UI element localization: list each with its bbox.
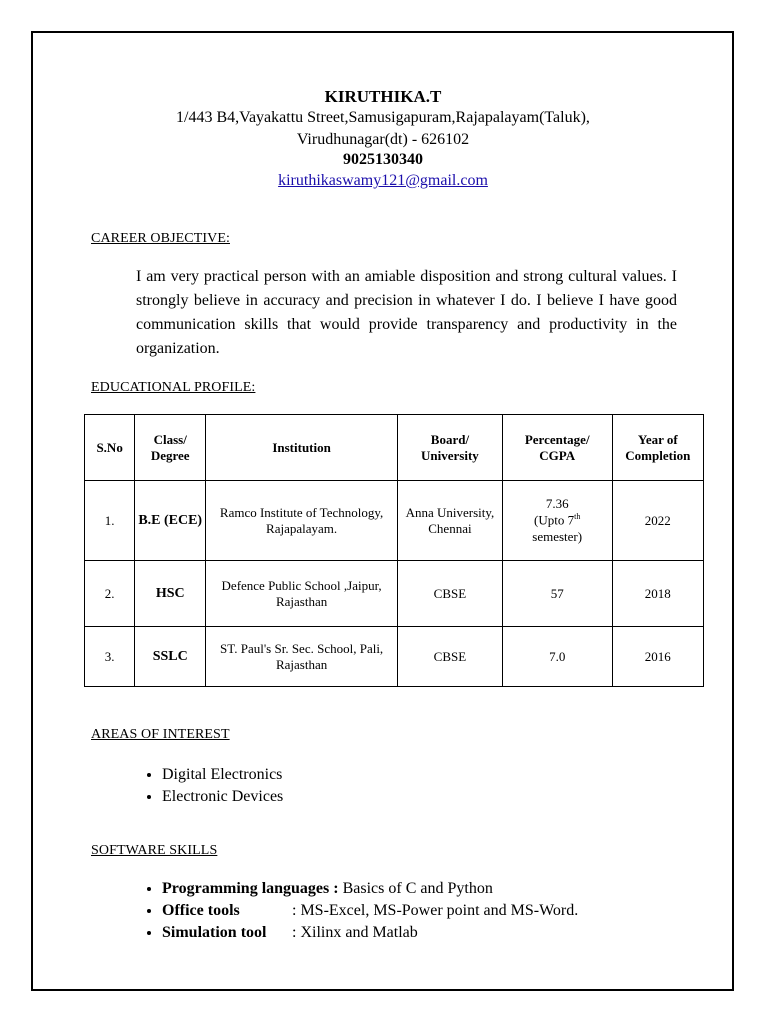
email-link[interactable]: kiruthikaswamy121@gmail.com (278, 172, 488, 189)
cell-institution: Ramco Institute of Technology, Rajapalayam. (206, 481, 398, 561)
table-header-row (85, 415, 704, 481)
career-objective-heading: CAREER OBJECTIVE: (91, 231, 230, 246)
areas-of-interest-list (138, 764, 283, 808)
list-item (162, 878, 578, 900)
score-note (506, 512, 609, 528)
cell-sno: 3. (85, 627, 135, 687)
software-skills-heading: SOFTWARE SKILLS (91, 843, 218, 858)
cell-institution: Defence Public School ,Jaipur, Rajasthan (206, 561, 398, 627)
skill-value: Basics of C and Python (342, 880, 493, 897)
educational-profile-heading: EDUCATIONAL PROFILE: (91, 380, 256, 395)
education-table (84, 414, 704, 687)
skill-label: Programming languages : (162, 880, 339, 897)
score-note-suffix: semester) (532, 528, 583, 544)
skill-value: : Xilinx and Matlab (292, 924, 418, 941)
address-line-1: 1/443 B4,Vayakattu Street,Samusigapuram,Rajapalayam(Taluk), (176, 109, 590, 126)
cell-degree: B.E (ECE) (135, 481, 206, 561)
cell-board: CBSE (398, 627, 503, 687)
col-board: Board/ University (398, 415, 503, 481)
cell-degree: SSLC (135, 627, 206, 687)
areas-of-interest-heading: AREAS OF INTEREST (91, 727, 230, 742)
col-sno: S.No (85, 415, 135, 481)
cell-score: 57 (502, 561, 612, 627)
address-line-2: Virudhunagar(dt) - 626102 (296, 131, 470, 148)
score-value: 7.36 (545, 496, 569, 512)
cell-board: Anna University, Chennai (398, 481, 503, 561)
score-note-sup: th (574, 512, 581, 522)
email-row (33, 172, 733, 190)
col-degree: Class/ Degree (135, 415, 206, 481)
cell-degree: HSC (135, 561, 206, 627)
skill-label: Office tools (162, 902, 240, 919)
cell-score: 7.0 (502, 627, 612, 687)
cell-institution: ST. Paul's Sr. Sec. School, Pali, Rajasthan (206, 627, 398, 687)
cell-year: 2018 (612, 561, 703, 627)
score-note-prefix: (Upto 7 (534, 512, 575, 528)
table-row (85, 627, 704, 687)
table-row (85, 481, 704, 561)
col-year: Year of Completion (612, 415, 703, 481)
cell-year: 2022 (612, 481, 703, 561)
cell-score (502, 481, 612, 561)
table-row (85, 561, 704, 627)
col-score: Percentage/ CGPA (502, 415, 612, 481)
list-item (162, 900, 578, 922)
cell-sno: 1. (85, 481, 135, 561)
skill-value: : MS-Excel, MS-Power point and MS-Word. (292, 902, 579, 919)
cell-board: CBSE (398, 561, 503, 627)
list-item: • Electronic Devices (162, 786, 283, 808)
skill-label: Simulation tool (162, 924, 267, 941)
candidate-name: KIRUTHIKA.T (324, 87, 442, 106)
software-skills-list (138, 878, 578, 944)
list-item: • Digital Electronics (162, 764, 283, 786)
cell-year: 2016 (612, 627, 703, 687)
list-item (162, 922, 578, 944)
career-objective-text: I am very practical person with an amiable disposition and strong cultural values. I strongly believe in accuracy and precision in whatever I do. I believe I have good communication skills that would provide transparency and productivity in the organization. (136, 268, 677, 357)
cell-sno: 2. (85, 561, 135, 627)
phone-number: 9025130340 (343, 151, 423, 168)
col-institution: Institution (206, 415, 398, 481)
